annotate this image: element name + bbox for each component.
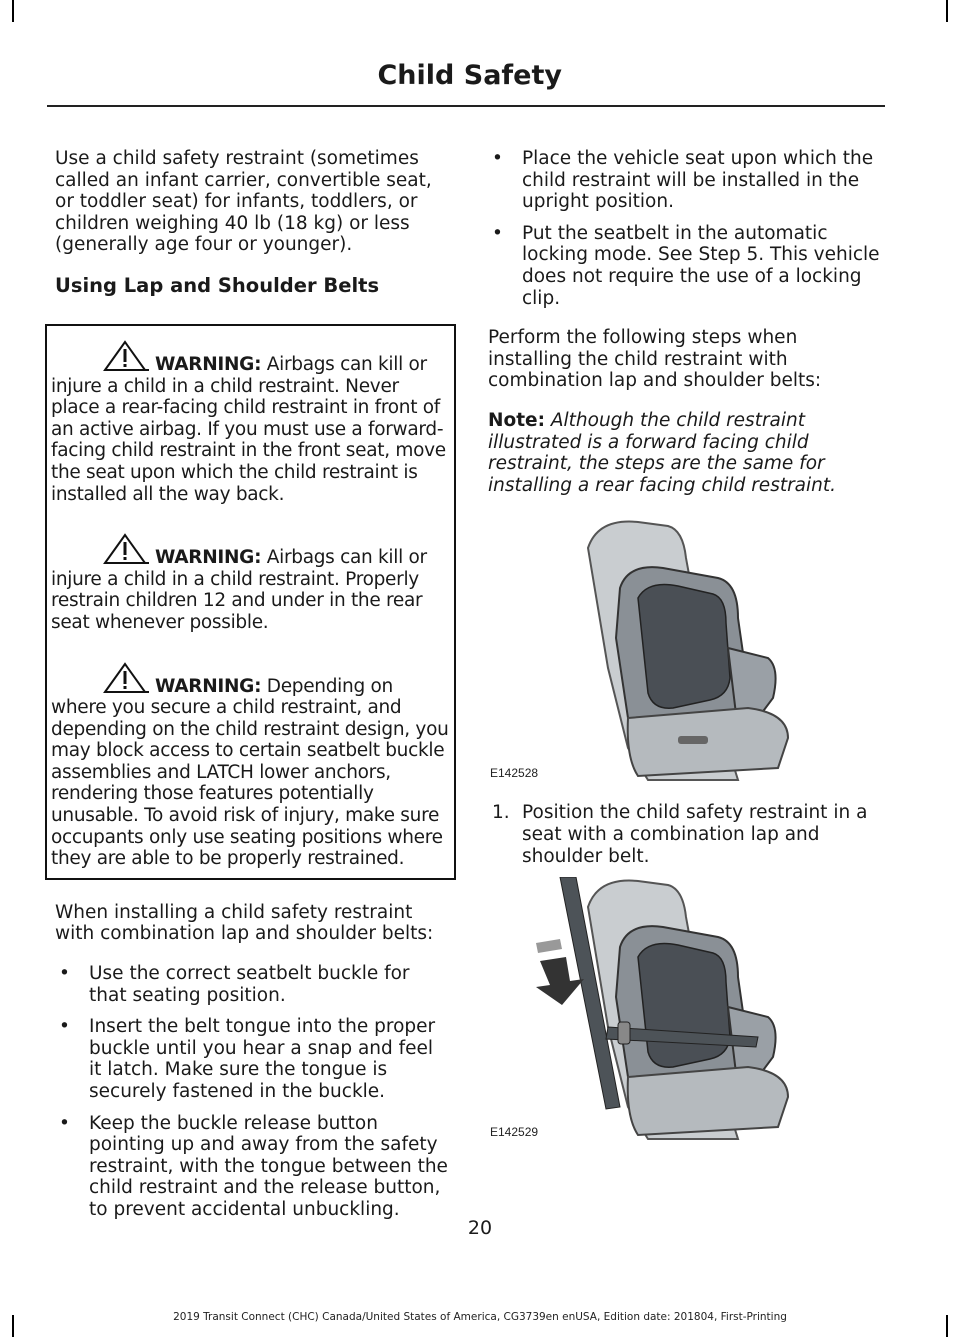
section-heading: Using Lap and Shoulder Belts [55,273,380,297]
list-item [488,148,886,213]
steps-intro-paragraph: Perform the following steps when installing the child restraint with combination lap and shoulder belts: [488,327,822,392]
header-rule [47,105,885,107]
warning-1 [51,340,450,505]
crop-mark [946,0,948,22]
intro-paragraph: Use a child safety restraint (sometimes called an infant carrier, convertible seat, or toddler seat) for infants, toddlers, or children weighing 40 lb (18 kg) or less (generally age four or younger). [55,148,432,256]
list-item-text: Use the correct seatbelt buckle for that seating position. [89,963,410,1006]
list-item [488,223,886,309]
bullet: • [492,148,503,169]
warning-text: Depending on where you secure a child restraint, and depending on the child restraint design, you may block access to certain seatbelt buckle assemblies and LATCH lower anchors, rendering those features potentially unusable. To avoid risk of injury, make sure occupants only use seating positions where they are able to be properly restrained. [51,675,449,870]
bullet: • [492,222,503,244]
step-number: 1. [492,802,510,824]
warning-triangle-icon [101,662,149,694]
list-item-text: Place the vehicle seat upon which the child restraint will be installed in the upright position. [522,148,874,213]
page-footer: 2019 Transit Connect (CHC) Canada/United States of America, CG3739en enUSA, Edition date: 201804, First-Printing [173,1311,787,1323]
warning-label: WARNING: [155,353,262,375]
crop-mark [12,0,14,22]
child-seat-belt-illustration [488,877,886,1147]
right-column [488,148,886,1161]
left-column [51,148,451,1239]
bullet: • [59,963,70,985]
child-seat-illustration [488,518,886,788]
list-item-text: Put the seatbelt in the automatic locking mode. See Step 5. This vehicle does not require the use of a locking clip. [522,222,880,309]
warning-text: Airbags can kill or injure a child in a child restraint. Never place a rear-facing child restraint in front of an active airbag. If you must use a forward-facing child restraint in the front seat, move the seat upon which the child restraint is installed all the way back. [51,353,446,505]
bullet: • [59,1112,70,1134]
page-header-title: Child Safety [377,60,562,91]
child-seat-figure-1 [488,518,886,788]
warning-triangle-icon [101,340,149,372]
install-bullet-list [55,963,451,1221]
bullet: • [59,1016,70,1038]
warning-2 [51,533,450,633]
step-list [488,802,886,867]
list-item [55,1016,451,1102]
list-item [55,1113,451,1221]
warning-text: Airbags can kill or injure a child in a child restraint. Properly restrain children 12 and under in the rear seat whenever possible. [51,547,427,633]
page-number: 20 [467,1217,493,1239]
warning-label: WARNING: [155,547,262,569]
warning-label: WARNING: [155,675,262,697]
figure-code: E142528 [490,765,539,780]
note-label: Note: [488,409,545,431]
list-item-text: Insert the belt tongue into the proper buckle until you hear a snap and feel it latch. Make sure the tongue is securely fastened in the buckle. [89,1016,436,1102]
list-item [55,963,451,1006]
note-text: Although the child restraint illustrated is a forward facing child restraint, the steps are the same for installing a rear facing child restraint. [488,409,837,496]
install-paragraph: When installing a child safety restraint with combination lap and shoulder belts: [55,901,434,945]
warning-box [45,324,456,880]
figure-code: E142529 [490,1124,539,1139]
warning-triangle-icon [101,533,149,565]
step-text: Position the child safety restraint in a seat with a combination lap and shoulder belt. [522,802,868,867]
list-item-text: Keep the buckle release button pointing up and away from the safety restraint, with the tongue between the child restraint and the release button, to prevent accidental unbuckling. [89,1112,448,1220]
step-item [488,802,886,867]
child-seat-figure-2 [488,877,886,1147]
prep-bullet-list [488,148,886,309]
warning-3 [51,662,450,870]
note-paragraph [488,410,886,496]
